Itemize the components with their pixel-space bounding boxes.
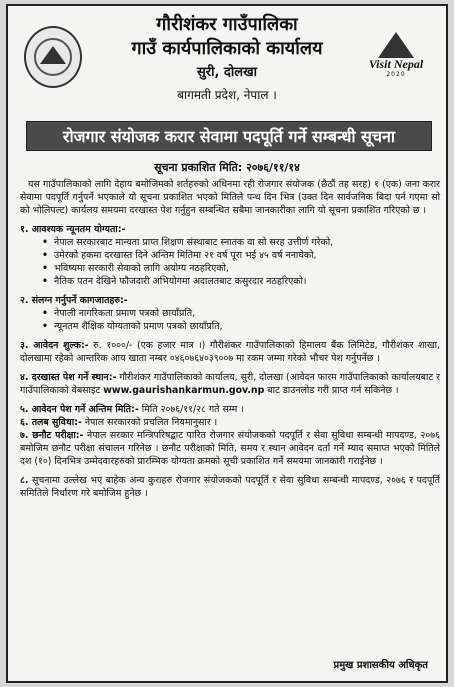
- section-text: सूचनामा उल्लेख भए बाहेक अन्य कुराहरु रोजगार संयोजकको पदपूर्ति र सेवा सुविधा सम्बन्धी मापदण्ड, २०७६ र पदपूर्ति समितिले निर्धारण गरे बमोजिम हुनेछ ।: [20, 475, 440, 499]
- section-text: रु. १०००/- (एक हजार मात्र ।) गौरीशंकर गाउँपालिकाको हिमालय बैंक लिमिटेड, गौरीशंकर शाखा, दोलखामा रहेको आन्तरिक आय खाता नम्बर ०४६०७६४०३९००७ मा रकम जम्मा गरेको भौचर पेश गर्नुपर्नेछ ।: [20, 340, 440, 364]
- section-text: नेपाल सरकार मन्त्रिपरिषद्बाट पारित रोजगार संयोजकको पदपूर्ति र सेवा सुविधा सम्बन्धी मापदण्ड, २०७६ बमोजिम छनौट परीक्षा संचालन गरिनेछ । छनौट परीक्षाको मिति, समय र स्थान आवेदन दर्ता गर्ने म्याद समाप्त भएको मितिले दश (१०) दिनभित्र उम्मेदवारहरुको प्रारम्भिक योग्यता क्रमको सूची प्रकाशित गर्ने समयमा जानकारी गराईनेछ ।: [20, 430, 440, 467]
- section-submission-place: [20, 371, 440, 397]
- section-number: १.: [20, 224, 29, 235]
- office-location: सुरी, दोलखा: [196, 65, 258, 80]
- list-item: • नैतिक पतन देखिने फौजदारी अभियोगमा अदालतबाट कसुरदार नठहरिएको।: [42, 275, 440, 288]
- section-label: ५. आवेदन पेश गर्ने अन्तिम मिति:-: [20, 404, 139, 415]
- section-text: मिति २०७६/११/२८ गते सम्म ।: [138, 404, 244, 415]
- section-text: नेपाल सरकारको प्रचलित नियमानुसार ।: [81, 417, 218, 428]
- section-fee: [20, 339, 440, 365]
- signature-title: प्रमुख प्रशासकीय अधिकृत: [333, 660, 428, 671]
- list-item: • उमेरको हकमा दरखास्त दिने अन्तिम मितिमा २१ वर्ष पूरा भई ४५ वर्ष ननाघेको,: [42, 249, 440, 262]
- section-label: ८.: [20, 475, 29, 486]
- province-country: बागमती प्रदेश, नेपाल ।: [177, 88, 277, 102]
- section-heading: संलग्न गर्नुपर्ने कागजातहरु:-: [31, 295, 128, 306]
- qualification-list: [20, 236, 440, 288]
- list-item: • नेपाली नागरिकता प्रमाण पत्रको छायाँप्रति,: [42, 307, 440, 320]
- visit-nepal-text: Visit Nepal: [368, 57, 424, 71]
- intro-paragraph: यस गाउँपालिकाको लागि देहाय बमोजिमको शर्तहरुको अधिनमा रही रोजगार संयोजक (छैठौं तह सरह) १ (एक) जना करार सेवामा पदपूर्ति गर्नुपर्ने भएकाले यो सूचना प्रकाशित भएको मितिले पन्ध दिन भित्र (उक्त दिन सार्वजनिक बिदा पर्न गएमा सो को भोलिपल्ट) कार्यलय समयमा दरखास्त पेश गर्नुहुन सम्बन्धित सबैमा जानकारीका लागि यो सूचना प्रकाशित गरिएको छ ।: [20, 179, 440, 216]
- section-text: गौरीशंकर गाउँपालिकाको कार्यालय, सुरी, दोलखा (आवेदन फारम गाउँपालिकाको कार्यालयबाट र गाउँपालिकाको वेबसाइट: [20, 372, 441, 396]
- visit-nepal-logo: [358, 28, 434, 94]
- section-other: [20, 474, 440, 500]
- section-text-tail: बाट डाउनलोड गरी प्राप्त गर्न सकिनेछ ।: [264, 385, 399, 396]
- section-qualifications: [20, 223, 440, 288]
- documents-list: [20, 307, 440, 333]
- section-salary: [20, 416, 440, 429]
- office-name: गाउँ कार्यपालिकाको कार्यालय: [131, 38, 323, 59]
- section-title: [20, 223, 440, 236]
- list-item: • न्यूनतम शैक्षिक योग्यताको प्रमाण पत्रको छायाँप्रति,: [42, 320, 440, 333]
- visit-nepal-year: 2020: [386, 71, 406, 78]
- municipality-name: गौरीशंकर गाउँपालिका: [156, 14, 298, 35]
- section-documents: [20, 294, 440, 333]
- section-deadline: [20, 403, 440, 416]
- notice-page: [6, 4, 448, 683]
- notice-body: [20, 178, 440, 500]
- section-exam: [20, 429, 440, 468]
- list-item: • भविष्यमा सरकारी सेवाको लागि अयोग्य नठहरिएको,: [42, 262, 440, 275]
- website-link[interactable]: www.gaurishankarmun.gov.np: [103, 385, 265, 396]
- notice-title-banner: रोजगार संयोजक करार सेवामा पदपूर्ति गर्ने सम्बन्धी सूचना: [26, 121, 432, 151]
- section-label: ३. आवेदन शुल्क:-: [20, 340, 89, 351]
- section-number: २.: [20, 295, 29, 306]
- section-label: ४. दरखास्त पेश गर्ने स्थान:-: [20, 372, 117, 383]
- list-item: • नेपाल सरकारबाट मान्यता प्राप्त शिक्षण संस्थाबाट स्नातक वा सो सरह उत्तीर्ण गरेको,: [42, 236, 440, 249]
- section-label: ६. तलब सुविधा:-: [20, 417, 82, 428]
- section-title: [20, 294, 440, 307]
- letterhead: [8, 6, 446, 116]
- section-heading: आवश्यक न्यूनतम योग्यता:-: [31, 224, 126, 235]
- section-label: ७. छनौट परीक्षा:-: [20, 430, 84, 441]
- published-date: सूचना प्रकाशित मिति: २०७६/११/१४: [154, 161, 300, 174]
- mountain-icon: [378, 32, 414, 58]
